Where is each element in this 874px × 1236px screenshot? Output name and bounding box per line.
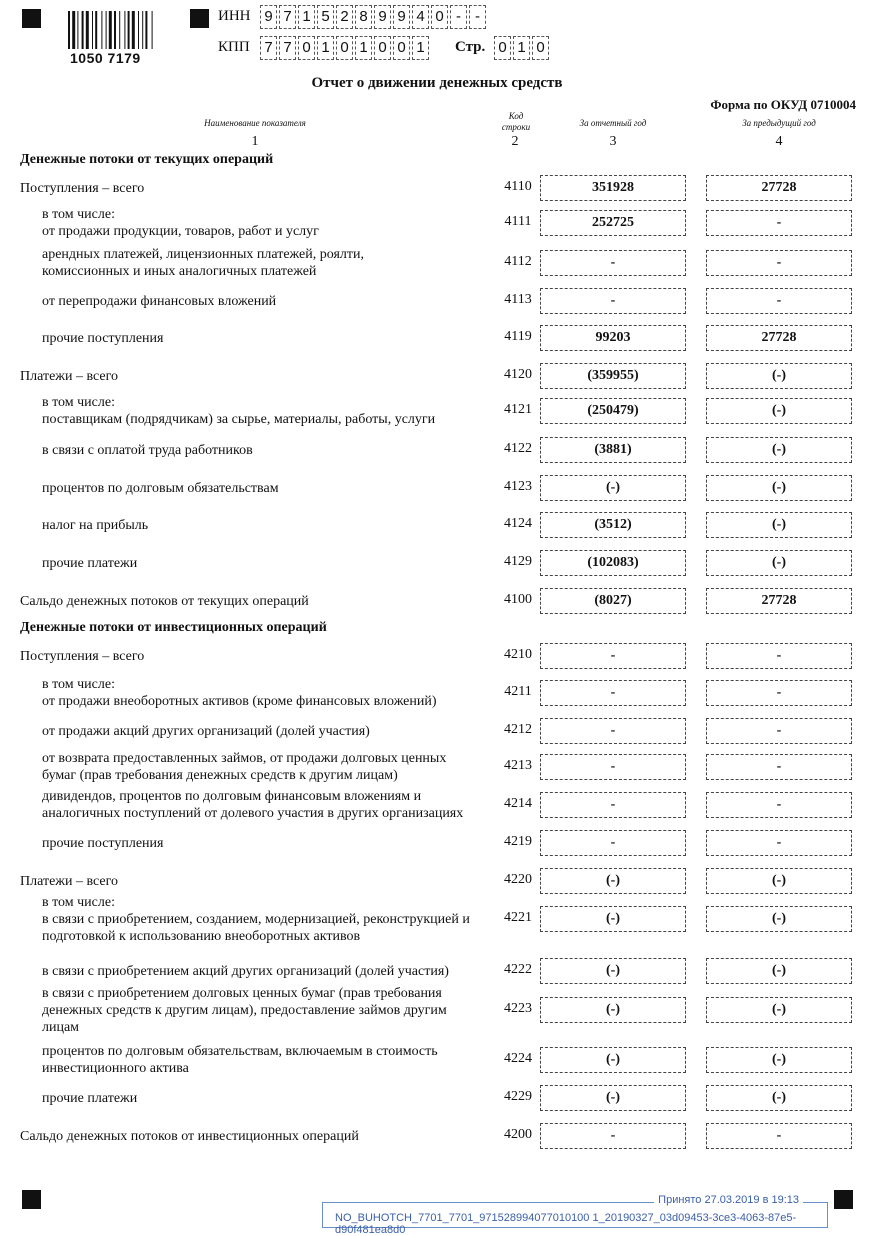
stamp-file-id: NO_BUHOTCH_7701_7701_971528994077010100 1_20190327_03d09453-3ce3-4063-87e5-d90f481ea8d0 <box>335 1212 797 1236</box>
previous-year-value: - <box>706 754 852 780</box>
row-label-line: лицам <box>42 1019 80 1035</box>
row-code: 4121 <box>504 402 532 417</box>
row-label-line: поставщикам (подрядчикам) за сырье, материалы, работы, услуги <box>42 412 436 427</box>
previous-year-value: - <box>706 680 852 706</box>
row-label <box>42 985 447 1036</box>
previous-year-value: - <box>706 792 852 818</box>
digit-cell: 9 <box>374 5 391 29</box>
digit-cell: - <box>450 5 467 29</box>
digit-cell: 1 <box>298 5 315 29</box>
row-code: 4214 <box>504 796 532 811</box>
row-label <box>42 442 253 459</box>
section-operating: Денежные потоки от текущих операций <box>20 152 274 167</box>
column-header-previous: За предыдущий год <box>742 118 816 128</box>
previous-year-value: - <box>706 718 852 744</box>
current-year-value: (3512) <box>540 512 686 538</box>
previous-year-value: (-) <box>706 868 852 894</box>
row-code: 4112 <box>504 254 532 269</box>
row-label <box>42 330 163 347</box>
corner-marker-top-left <box>22 9 41 28</box>
digit-cell: 0 <box>393 36 410 60</box>
row-label-line: денежных средств к другим лицам), предоставление займов другим <box>42 1002 447 1018</box>
row-label <box>20 180 144 197</box>
previous-year-value: (-) <box>706 550 852 576</box>
current-year-value: - <box>540 1123 686 1149</box>
row-code: 4100 <box>504 592 532 607</box>
form-code: Форма по ОКУД 0710004 <box>710 97 856 112</box>
previous-year-value: (-) <box>706 512 852 538</box>
row-code: 4119 <box>504 329 532 344</box>
row-label-line: прочие платежи <box>42 555 138 571</box>
inn-label: ИНН <box>218 8 251 24</box>
current-year-value: (-) <box>540 958 686 984</box>
previous-year-value: - <box>706 830 852 856</box>
column-number-1: 1 <box>251 134 259 149</box>
current-year-value: (-) <box>540 997 686 1023</box>
current-year-value: (250479) <box>540 398 686 424</box>
row-label-line: Платежи – всего <box>20 873 118 889</box>
row-label <box>20 368 118 385</box>
row-label <box>20 593 309 610</box>
digit-cell: 1 <box>317 36 334 60</box>
submission-stamp <box>322 1194 828 1236</box>
row-label <box>42 555 137 572</box>
current-year-value: - <box>540 680 686 706</box>
current-year-value: (-) <box>540 868 686 894</box>
previous-year-value: 27728 <box>706 325 852 351</box>
row-code: 4200 <box>504 1127 532 1142</box>
barcode-graphic <box>66 9 162 55</box>
row-label <box>42 676 437 710</box>
row-label <box>20 873 118 890</box>
corner-marker-top-middle <box>190 9 209 28</box>
previous-year-value: (-) <box>706 1085 852 1111</box>
digit-cell: 0 <box>298 36 315 60</box>
column-header-code-1: Код <box>508 111 524 121</box>
row-label <box>42 480 279 497</box>
previous-year-value: (-) <box>706 906 852 932</box>
column-number-4: 4 <box>775 134 783 149</box>
row-label-line: инвестиционного актива <box>42 1061 189 1076</box>
page-cells <box>494 36 551 60</box>
current-year-value: 252725 <box>540 210 686 236</box>
current-year-value: - <box>540 718 686 744</box>
digit-cell: 7 <box>279 5 296 29</box>
digit-cell: 9 <box>260 5 277 29</box>
barcode-number: 1050 7179 <box>70 50 141 66</box>
row-label-line: в связи с приобретением долговых ценных бумаг (прав требования <box>42 985 442 1001</box>
row-code: 4213 <box>504 758 532 773</box>
row-code: 4222 <box>504 962 532 977</box>
row-label-line: в связи с оплатой труда работников <box>42 442 253 458</box>
digit-cell: 0 <box>532 36 549 60</box>
current-year-value: 99203 <box>540 325 686 351</box>
row-label-line: подготовкой к использованию внеоборотных активов <box>42 928 361 944</box>
kpp-label: КПП <box>218 39 250 55</box>
previous-year-value: - <box>706 643 852 669</box>
row-label-line: налог на прибыль <box>42 517 149 533</box>
column-header-name: Наименование показателя <box>204 118 306 128</box>
current-year-value: (-) <box>540 906 686 932</box>
row-label-line: от возврата предоставленных займов, от продажи долговых ценных <box>42 751 447 766</box>
digit-cell: 1 <box>355 36 372 60</box>
current-year-value: - <box>540 288 686 314</box>
row-label <box>42 723 370 740</box>
current-year-value: (8027) <box>540 588 686 614</box>
previous-year-value: (-) <box>706 1047 852 1073</box>
current-year-value: (-) <box>540 475 686 501</box>
row-code: 4113 <box>504 292 532 307</box>
digit-cell: 4 <box>412 5 429 29</box>
row-label-line: Сальдо денежных потоков от инвестиционных операций <box>20 1128 359 1144</box>
row-code: 4220 <box>504 872 532 887</box>
row-label-line: в связи с приобретением акций других организаций (долей участия) <box>42 963 449 979</box>
row-code: 4223 <box>504 1001 532 1016</box>
digit-cell: 0 <box>431 5 448 29</box>
row-label-line: в том числе: <box>42 207 115 222</box>
document-title: Отчет о движении денежных средств <box>311 75 563 91</box>
row-label-line: в том числе: <box>42 894 115 910</box>
row-code: 4224 <box>504 1051 532 1066</box>
row-code: 4210 <box>504 647 532 662</box>
digit-cell: - <box>469 5 486 29</box>
row-label-line: Поступления – всего <box>20 648 145 664</box>
page-label: Стр. <box>455 39 486 55</box>
column-number-2: 2 <box>511 134 519 149</box>
row-code: 4123 <box>504 479 532 494</box>
corner-marker-bottom-left <box>22 1190 41 1209</box>
row-code: 4221 <box>504 910 532 925</box>
row-label-line: дивидендов, процентов по долговым финансовым вложениям и <box>42 789 422 804</box>
row-label-line: аналогичных поступлений от долевого участия в других организациях <box>42 806 464 821</box>
row-code: 4124 <box>504 516 532 531</box>
row-code: 4229 <box>504 1089 532 1104</box>
current-year-value: - <box>540 754 686 780</box>
previous-year-value: (-) <box>706 398 852 424</box>
corner-marker-bottom-right <box>834 1190 853 1209</box>
row-label <box>42 293 276 310</box>
digit-cell: 7 <box>279 36 296 60</box>
inn-cells <box>260 5 488 29</box>
row-label-line: в том числе: <box>42 677 115 692</box>
digit-cell: 9 <box>393 5 410 29</box>
row-label-line: Платежи – всего <box>20 368 118 384</box>
previous-year-value: 27728 <box>706 175 852 201</box>
current-year-value: - <box>540 643 686 669</box>
row-label <box>42 394 435 428</box>
row-label <box>42 1090 137 1107</box>
stamp-accepted-text: Принято 27.03.2019 в 19:13 <box>654 1194 803 1206</box>
current-year-value: - <box>540 830 686 856</box>
current-year-value: (3881) <box>540 437 686 463</box>
kpp-cells <box>260 36 431 60</box>
row-label-line: от продажи продукции, товаров, работ и услуг <box>42 224 319 239</box>
current-year-value: (102083) <box>540 550 686 576</box>
row-label <box>42 788 463 822</box>
digit-cell: 8 <box>355 5 372 29</box>
previous-year-value: 27728 <box>706 588 852 614</box>
current-year-value: 351928 <box>540 175 686 201</box>
row-code: 4212 <box>504 722 532 737</box>
previous-year-value: (-) <box>706 997 852 1023</box>
row-label-line: от продажи внеоборотных активов (кроме финансовых вложений) <box>42 694 437 709</box>
column-header-code-2: строки <box>501 122 531 132</box>
row-code: 4219 <box>504 834 532 849</box>
row-code: 4110 <box>504 179 532 194</box>
previous-year-value: - <box>706 210 852 236</box>
row-label-line: от продажи акций других организаций (долей участия) <box>42 723 370 739</box>
row-label-line: прочие платежи <box>42 1090 138 1106</box>
row-label-line: в том числе: <box>42 395 115 410</box>
column-number-3: 3 <box>609 134 617 149</box>
row-label-line: процентов по долговым обязательствам, включаемым в стоимость <box>42 1044 438 1059</box>
previous-year-value: - <box>706 1123 852 1149</box>
row-label-line: от перепродажи финансовых вложений <box>42 293 277 309</box>
row-code: 4129 <box>504 554 532 569</box>
current-year-value: - <box>540 250 686 276</box>
row-label <box>42 246 364 280</box>
row-label-line: Поступления – всего <box>20 180 145 196</box>
row-label <box>42 517 148 534</box>
current-year-value: - <box>540 792 686 818</box>
row-code: 4120 <box>504 367 532 382</box>
previous-year-value: (-) <box>706 437 852 463</box>
row-label-line: в связи с приобретением, созданием, модернизацией, реконструкцией и <box>42 911 470 927</box>
previous-year-value: - <box>706 288 852 314</box>
row-label <box>20 1128 359 1145</box>
row-label <box>42 206 319 240</box>
section-investing: Денежные потоки от инвестиционных операций <box>20 620 327 635</box>
digit-cell: 0 <box>374 36 391 60</box>
row-label-line: процентов по долговым обязательствам <box>42 480 279 496</box>
row-label <box>42 894 470 945</box>
row-code: 4211 <box>504 684 532 699</box>
row-label-line: комиссионных и иных аналогичных платежей <box>42 264 317 279</box>
row-label <box>42 963 449 980</box>
current-year-value: (-) <box>540 1047 686 1073</box>
previous-year-value: (-) <box>706 363 852 389</box>
digit-cell: 1 <box>412 36 429 60</box>
row-label <box>20 648 144 665</box>
digit-cell: 2 <box>336 5 353 29</box>
row-label-line: прочие поступления <box>42 835 164 851</box>
row-label <box>42 835 163 852</box>
row-label-line: арендных платежей, лицензионных платежей, роялти, <box>42 247 365 262</box>
previous-year-value: - <box>706 250 852 276</box>
row-label-line: бумаг (прав требования денежных средств к другим лицам) <box>42 768 398 783</box>
digit-cell: 0 <box>494 36 511 60</box>
row-label-line: прочие поступления <box>42 330 164 346</box>
row-code: 4111 <box>504 214 532 229</box>
digit-cell: 0 <box>336 36 353 60</box>
previous-year-value: (-) <box>706 475 852 501</box>
column-header-current: За отчетный год <box>579 118 647 128</box>
digit-cell: 1 <box>513 36 530 60</box>
row-label-line: Сальдо денежных потоков от текущих операций <box>20 593 309 609</box>
current-year-value: (359955) <box>540 363 686 389</box>
row-code: 4122 <box>504 441 532 456</box>
digit-cell: 7 <box>260 36 277 60</box>
row-label <box>42 1043 438 1077</box>
digit-cell: 5 <box>317 5 334 29</box>
current-year-value: (-) <box>540 1085 686 1111</box>
previous-year-value: (-) <box>706 958 852 984</box>
row-label <box>42 750 446 784</box>
